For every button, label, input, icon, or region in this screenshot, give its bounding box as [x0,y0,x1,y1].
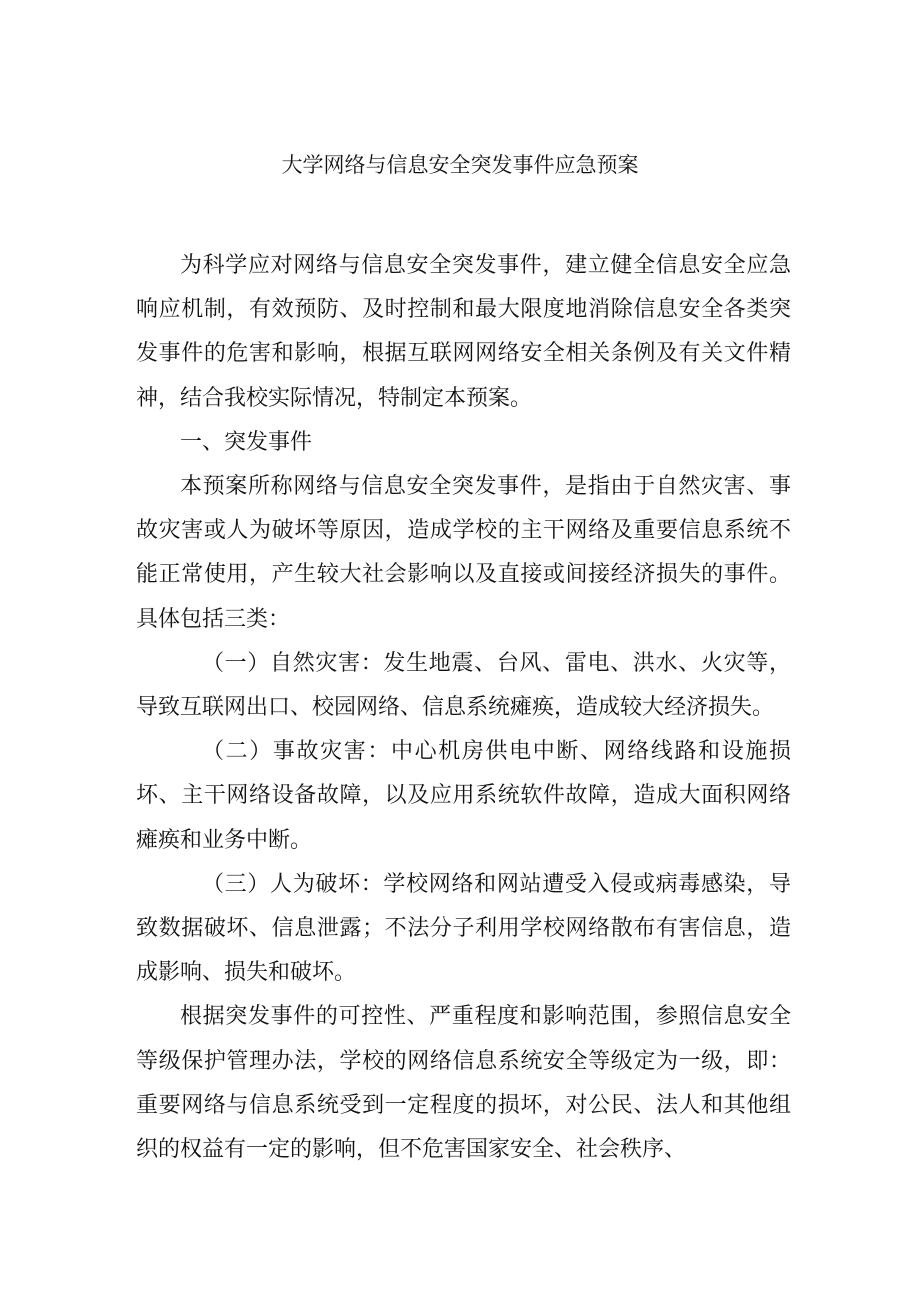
security-level-paragraph: 根据突发事件的可控性、严重程度和影响范围，参照信息安全等级保护管理办法，学校的网络信息系统安全等级定为一级，即：重要网络与信息系统受到一定程度的损坏，对公民、法人和其他组织的权益有一定的影响，但不危害国家安全、社会秩序、 [136,1004,791,1163]
category-human-damage: （三）人为破坏：学校网络和网站遭受入侵或病毒感染，导致数据破坏、信息泄露；不法分子利用学校网络散布有害信息，造成影响、损失和破坏。 [136,871,791,986]
category-accident-disaster: （二）事故灾害：中心机房供电中断、网络线路和设施损坏、主干网络设备故障，以及应用系统软件故障，造成大面积网络瘫痪和业务中断。 [136,739,791,853]
section-heading-emergencies: 一、突发事件 [180,429,313,455]
document-body [136,244,791,1172]
intro-paragraph: 为科学应对网络与信息安全突发事件，建立健全信息安全应急响应机制，有效预防、及时控制和最大限度地消除信息安全各类突发事件的危害和影响，根据互联网网络安全相关条例及有关文件精神，结合我校实际情况，特制定本预案。 [136,253,791,411]
document-title: 大学网络与信息安全突发事件应急预案 [281,153,639,177]
category-natural-disaster: （一）自然灾害：发生地震、台风、雷电、洪水、火灾等，导致互联网出口、校园网络、信息系统瘫痪，造成较大经济损失。 [136,650,791,721]
definition-paragraph: 本预案所称网络与信息安全突发事件，是指由于自然灾害、事故灾害或人为破坏等原因，造成学校的主干网络及重要信息系统不能正常使用，产生较大社会影响以及直接或间接经济损失的事件。具体包括三类： [136,474,791,632]
